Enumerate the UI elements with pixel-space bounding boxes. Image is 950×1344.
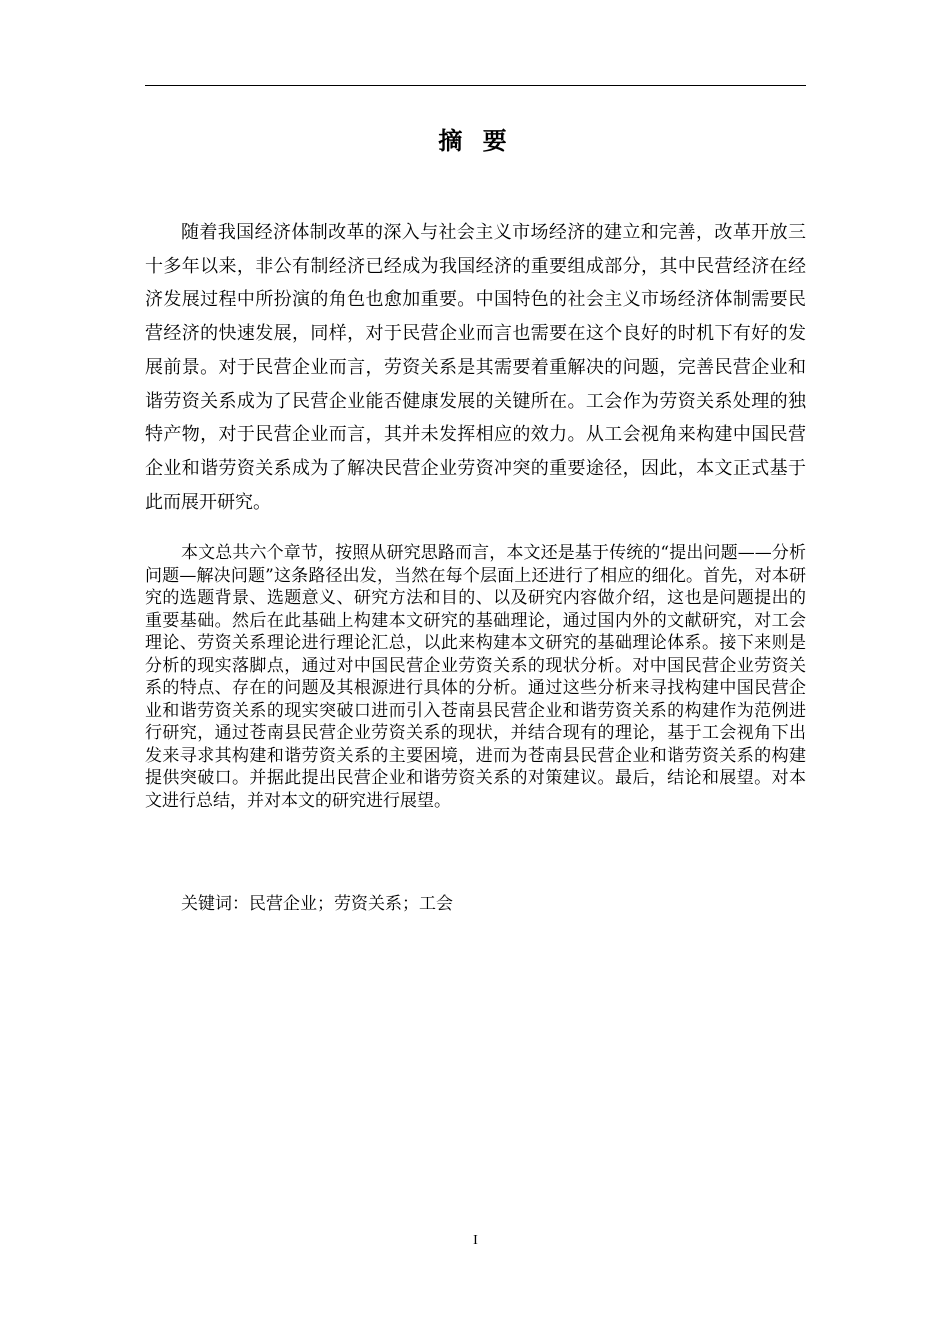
abstract-title: 摘 要	[438, 127, 513, 155]
abstract-paragraph-1: 随着我国经济体制改革的深入与社会主义市场经济的建立和完善，改革开放三十多年以来，非公有制经济已经成为我国经济的重要组成部分，其中民营经济在经济发展过程中所扮演的角色也愈加重要。中国特色的社会主义市场经济体制需要民营经济的快速发展，同样，对于民营企业而言也需要在这个良好的时机下有好的发展前景。对于民营企业而言，劳资关系是其需要着重解决的问题，完善民营企业和谐劳资关系成为了民营企业能否健康发展的关键所在。工会作为劳资关系处理的独特产物，对于民营企业而言，其并未发挥相应的效力。从工会视角来构建中国民营企业和谐劳资关系成为了解决民营企业劳资冲突的重要途径，因此，本文正式基于此而展开研究。	[145, 222, 806, 513]
abstract-paragraph-2: 本文总共六个章节，按照从研究思路而言，本文还是基于传统的“提出问题——分析问题—解决问题”这条路径出发，当然在每个层面上还进行了相应的细化。首先，对本研究的选题背景、选题意义、研究方法和目的、以及研究内容做介绍，这也是问题提出的重要基础。然后在此基础上构建本文研究的基础理论，通过国内外的文献研究，对工会理论、劳资关系理论进行理论汇总，以此来构建本文研究的基础理论体系。接下来则是分析的现实落脚点，通过对中国民营企业劳资关系的现状分析。对中国民营企业劳资关系的特点、存在的问题及其根源进行具体的分析。通过这些分析来寻找构建中国民营企业和谐劳资关系的现实突破口进而引入苍南县民营企业和谐劳资关系的构建作为范例进行研究，通过苍南县民营企业劳资关系的现状，并结合现有的理论，基于工会视角下出发来寻求其构建和谐劳资关系的主要困境，进而为苍南县民营企业和谐劳资关系的构建提供突破口。并据此提出民营企业和谐劳资关系的对策建议。最后，结论和展望。对本文进行总结，并对本文的研究进行展望。	[145, 543, 806, 811]
keywords-line: 关键词：民营企业；劳资关系；工会	[181, 894, 453, 914]
header-rule	[145, 85, 806, 86]
page-number: I	[473, 1233, 478, 1248]
